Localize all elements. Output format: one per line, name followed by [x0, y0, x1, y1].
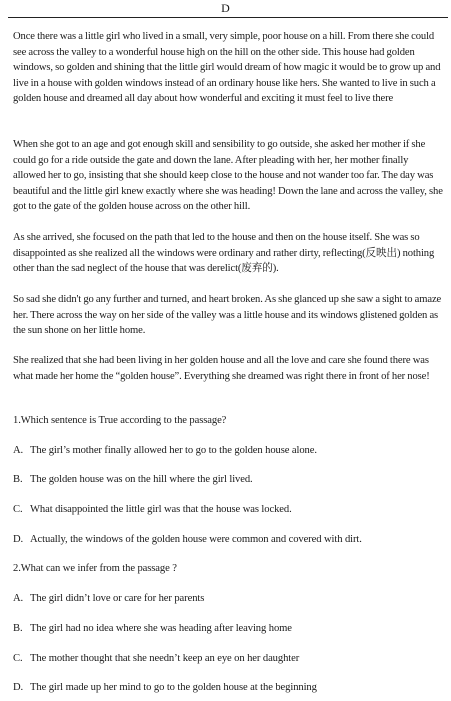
option-letter: A.	[13, 593, 24, 604]
question-2-option-a[interactable]	[13, 591, 443, 606]
passage-paragraph-2: When she got to an age and got enough skill and sensibility to go outside, she asked her mother if she could go for a ride outside the gate and down the lane. After pleading with her, her mother finally allowed her to go, insisting that she should keep close to the house and not wander too far. The day was beautiful and the little girl knew exactly where she was heading! Down the lane and across the valley, she got to the gate of the golden house across on the other hill.	[13, 139, 443, 212]
option-text: The girl made up her mind to go to the golden house at the beginning	[30, 682, 317, 693]
question-2-option-c[interactable]	[13, 651, 443, 666]
option-letter: C.	[13, 653, 23, 664]
option-letter: B.	[13, 623, 23, 634]
option-text: The girl didn’t love or care for her parents	[30, 593, 205, 604]
passage-paragraph-5: She realized that she had been living in her golden house and all the love and care she found there was what made her home the “golden house”. Everything she dreamed was right there in front of her nose!	[13, 355, 430, 382]
option-letter: A.	[13, 445, 24, 456]
option-text: The golden house was on the hill where the girl lived.	[30, 474, 253, 485]
section-label: D	[221, 1, 230, 15]
question-2-stem: 2.What can we infer from the passage ?	[13, 563, 177, 574]
question-1-stem: 1.Which sentence is True according to the passage?	[13, 415, 227, 426]
option-text: Actually, the windows of the golden house were common and covered with dirt.	[30, 534, 362, 545]
option-letter: B.	[13, 474, 23, 485]
option-text: What disappointed the little girl was that the house was locked.	[30, 504, 292, 515]
question-1-option-d[interactable]	[13, 532, 443, 547]
option-text: The mother thought that she needn’t keep an eye on her daughter	[30, 653, 300, 664]
option-text: The girl’s mother finally allowed her to go to the golden house alone.	[30, 445, 317, 456]
option-text: The girl had no idea where she was heading after leaving home	[30, 623, 292, 634]
option-letter: C.	[13, 504, 23, 515]
passage-paragraph-4: So sad she didn't go any further and turned, and heart broken. As she glanced up she saw a sight to amaze her. There across the way on her side of the valley was a little house and its windows glistened golden as the sun shone on her little home.	[13, 294, 442, 336]
question-1-option-b[interactable]	[13, 472, 443, 487]
option-letter: D.	[13, 534, 24, 545]
question-2-option-b[interactable]	[13, 621, 443, 636]
passage-paragraph-1: Once there was a little girl who lived in a small, very simple, poor house on a hill. From there she could see across the valley to a wonderful house high on the hill on the other side. This house had golden windows, so golden and shining that the little girl would dream of how magic it would be to grow up and live in a house with golden windows instead of an ordinary house like hers. She wanted to live in such a golden house and dreamed all day about how wonderful and exciting it must feel to live there	[13, 31, 441, 104]
option-letter: D.	[13, 682, 24, 693]
header-divider	[8, 17, 448, 18]
question-1-option-a[interactable]	[13, 443, 443, 458]
question-2-option-d[interactable]	[13, 680, 443, 695]
question-1-option-c[interactable]	[13, 502, 443, 517]
passage-paragraph-3: As she arrived, she focused on the path that led to the house and then on the house itself. She was so disappointed as she realized all the windows were ordinary and rather dirty, reflecting(反映出) nothing other than the sad neglect of the house that was derelict(废弃的).	[13, 232, 435, 274]
